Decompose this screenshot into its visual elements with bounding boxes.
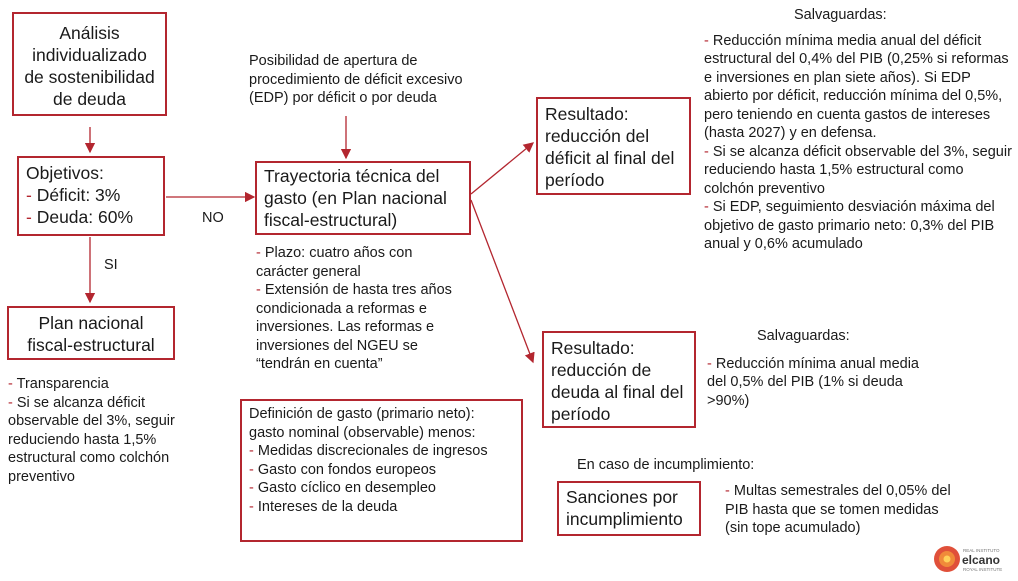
plan-note-item: - Si se alcanza déficit observable del 3%, seguir reduciendo hasta 1,5% estructural como colchón preventivo	[8, 394, 175, 485]
salvaguardas-title: Salvaguardas:	[794, 7, 887, 23]
resultado-deuda-box	[542, 331, 696, 428]
elcano-logo-icon	[932, 542, 1016, 576]
definicion-item: - Gasto cíclico en desempleo	[249, 480, 436, 496]
trayectoria-note-item: - Extensión de hasta tres años condicionada a reformas e inversiones. Las reformas e inversiones del NGEU se “tendrán en cuenta”	[256, 282, 452, 372]
trayectoria-title: Trayectoria técnica del gasto (en Plan nacional fiscal-estructural)	[264, 166, 447, 230]
plan-title: Plan nacional fiscal-estructural	[27, 313, 155, 355]
salvaguarda-item: - Si EDP, seguimiento desviación máxima del objetivo de gasto primario neto: 0,3% del PIB anual y 0,6% acumulado	[704, 199, 995, 252]
analisis-title: Análisis individualizado de sostenibilidad de deuda	[24, 23, 155, 109]
definicion-title: Definición de gasto (primario neto): gasto nominal (observable) menos:	[249, 406, 476, 441]
logo-bottom-text: ROYAL INSTITUTE	[963, 567, 1003, 572]
logo-top-text: REAL INSTITUTO	[963, 548, 1000, 553]
salvaguardas-deuda	[707, 327, 942, 410]
resultado-deuda-title: Resultado: reducción de deuda al final del período	[551, 338, 684, 424]
trayectoria-notes	[256, 244, 466, 374]
label-si: SI	[104, 257, 118, 273]
logo-name-text: elcano	[962, 553, 1001, 567]
arrow-trayectoria-deuda	[471, 200, 533, 362]
arrow-trayectoria-deficit	[471, 143, 533, 194]
salvaguarda-item: - Reducción mínima media anual del déficit estructural del 0,4% del PIB (0,25% si reformas e inversiones en plan siete años). Si EDP abierto por déficit, reducción mínima del 0,5%, pero teniendo en cuenta gastos de intereses (hasta 2027) y en defensa.	[704, 32, 1009, 141]
objetivos-box	[17, 156, 165, 236]
salvaguarda-item: - Reducción mínima anual media del 0,5% del PIB (1% si deuda >90%)	[707, 355, 919, 409]
sanciones-notes	[725, 482, 965, 538]
elcano-logo	[932, 542, 1016, 576]
objetivo-item: - Déficit: 3%	[26, 185, 121, 205]
trayectoria-note-item: - Plazo: cuatro años con carácter general	[256, 245, 413, 280]
edp-note: Posibilidad de apertura de procedimiento de déficit excesivo (EDP) por déficit o por deuda	[249, 53, 463, 106]
sancion-item: - Multas semestrales del 0,05% del PIB hasta que se tomen medidas (sin tope acumulado)	[725, 483, 951, 536]
analisis-sostenibilidad-box	[12, 12, 167, 116]
salvaguarda-item: - Si se alcanza déficit observable del 3%, seguir reduciendo hasta 1,5% estructural como colchón preventivo	[704, 143, 1012, 197]
salvaguardas-title: Salvaguardas:	[757, 328, 850, 344]
resultado-deficit-title: Resultado: reducción del déficit al final del período	[545, 104, 675, 190]
sanciones-box	[557, 481, 701, 536]
plan-notes	[8, 375, 213, 486]
sanciones-title: Sanciones por incumplimiento	[566, 487, 683, 529]
definicion-gasto-box	[240, 399, 523, 542]
definicion-item: - Intereses de la deuda	[249, 498, 398, 515]
objetivo-item: - Deuda: 60%	[26, 207, 134, 227]
definicion-item: - Medidas discrecionales de ingresos	[249, 443, 488, 459]
label-no: NO	[202, 210, 224, 226]
plan-note-item: - Transparencia	[8, 376, 109, 392]
definicion-item: - Gasto con fondos europeos	[249, 461, 437, 478]
plan-nacional-box	[7, 306, 175, 360]
resultado-deficit-box	[536, 97, 691, 195]
objetivos-title: Objetivos:	[26, 163, 104, 183]
salvaguardas-deficit	[704, 6, 1014, 254]
incumplimiento-label: En caso de incumplimiento:	[577, 457, 755, 473]
trayectoria-box	[255, 161, 471, 235]
